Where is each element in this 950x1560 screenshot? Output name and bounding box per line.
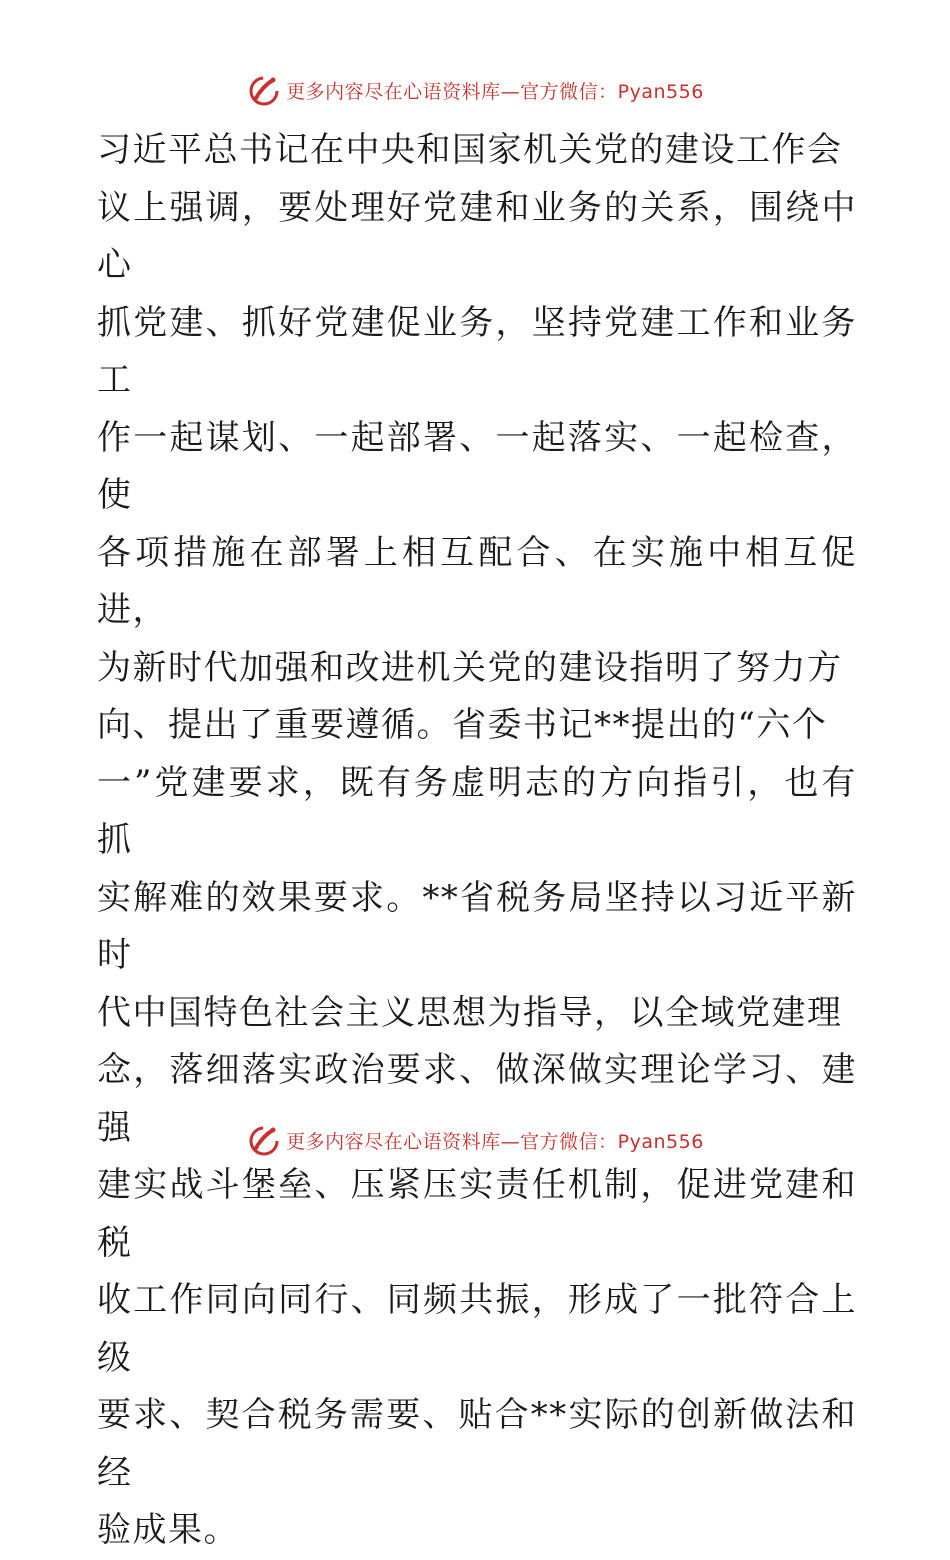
- brush-swirl-logo-icon: [246, 1122, 282, 1158]
- footer-contact-text: —官方微信：Pyan556: [500, 1130, 704, 1153]
- footer-brand-text: 更多内容尽在心语资料库: [286, 1130, 501, 1153]
- header-contact-text: —官方微信：Pyan556: [500, 80, 704, 103]
- brush-swirl-logo-icon: [246, 72, 282, 108]
- header-brand-text: 更多内容尽在心语资料库: [286, 80, 501, 103]
- body-paragraph: 习近平总书记在中央和国家机关党的建设工作会 议上强调，要处理好党建和业务的关系，围绕中心 抓党建、抓好党建促业务，坚持党建工作和业务工 作一起谋划、一起部署、一起落实、一起检查，使 各项措施在部署上相互配合、在实施中相互促进， 为新时代加强和改进机关党的建设指明了努力方 向、提出了重要遵循。省委书记**提出的“六个 一”党建要求，既有务虚明志的方向指引，也有抓 实解难的效果要求。**省税务局坚持以习近平新时 代中国特色社会主义思想为指导，以全域党建理 念，落细落实政治要求、做深做实理论学习、建强 建实战斗堡垒、压紧压实责任机制，促进党建和税 收工作同向同行、同频共振，形成了一批符合上级 要求、契合税务需要、贴合**实际的创新做法和经 验成果。: [97, 130, 857, 1550]
- footer-banner: [0, 1118, 950, 1162]
- header-banner: [0, 68, 950, 112]
